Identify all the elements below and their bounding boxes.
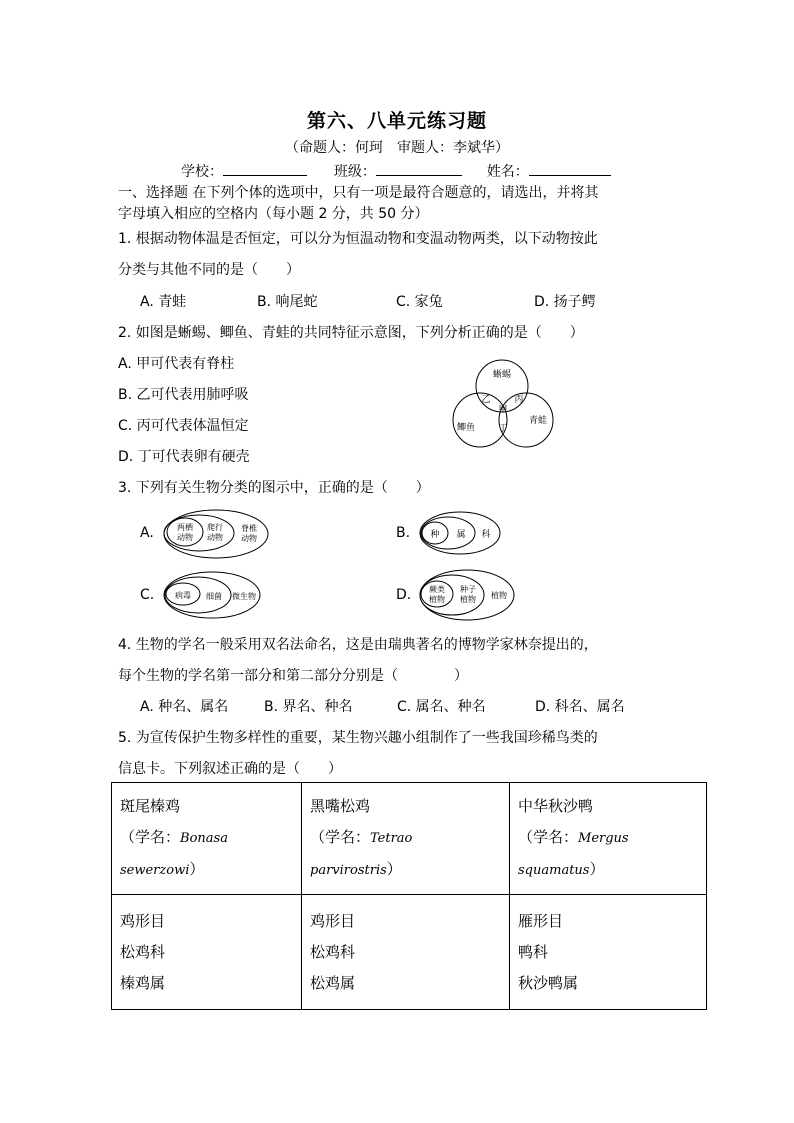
school-blank[interactable]	[223, 161, 307, 176]
q3-b-inner: 种	[430, 530, 440, 540]
q2-option-b[interactable]: B. 乙可代表用肺呼吸	[118, 387, 249, 403]
class-blank[interactable]	[376, 161, 462, 176]
q2-option-c[interactable]: C. 丙可代表体温恒定	[118, 418, 249, 434]
q3-a-middle-l2: 动物	[207, 533, 223, 542]
name-blank[interactable]	[529, 161, 611, 176]
section-intro-line2: 字母填入相应的空格内（每小题 2 分，共 50 分）	[118, 206, 429, 222]
table-row-names	[112, 783, 707, 895]
q3-option-d-diagram[interactable]	[418, 568, 518, 622]
bird-card-2-name: 黑嘴松鸡 （学名：Tetrao parvirostris）	[302, 783, 510, 895]
q3-d-middle-l1: 种子	[460, 585, 476, 594]
q3-option-c-diagram[interactable]	[162, 570, 264, 620]
q3-d-outer: 植物	[491, 591, 507, 600]
authors-line: （命题人：何珂 审题人：李斌华）	[285, 140, 509, 156]
q1-stem-line1: 1. 根据动物体温是否恒定，可以分为恒温动物和变温动物两类，以下动物按此	[118, 231, 598, 247]
q3-d-inner-l2: 植物	[429, 595, 445, 604]
bird-card-3-name: 中华秋沙鸭 （学名：Mergus squamatus）	[510, 783, 707, 895]
q2-option-a[interactable]: A. 甲可代表有脊柱	[118, 356, 235, 372]
q4-stem-line1: 4. 生物的学名一般采用双名法命名，这是由瑞典著名的博物学家林奈提出的，	[118, 637, 598, 653]
q4-option-d[interactable]: D. 科名、属名	[535, 699, 625, 715]
venn-label-yi: 乙	[481, 395, 491, 405]
q4-option-c[interactable]: C. 属名、种名	[397, 699, 486, 715]
bird-card-3-taxonomy: 雁形目 鸭科 秋沙鸭属	[510, 895, 707, 1010]
q4-option-a[interactable]: A. 种名、属名	[140, 699, 229, 715]
bird-card-2-taxonomy: 鸡形目 松鸡科 松鸡属	[302, 895, 510, 1010]
q3-option-c-label[interactable]: C.	[140, 587, 155, 603]
q3-option-a-diagram[interactable]	[162, 508, 272, 560]
q3-a-middle-l1: 爬行	[207, 523, 223, 532]
venn-label-ding: 丁	[498, 424, 508, 434]
q2-stem: 2. 如图是蜥蜴、鲫鱼、青蛙的共同特征示意图，下列分析正确的是（ ）	[118, 325, 584, 341]
bird-card-1-taxonomy: 鸡形目 松鸡科 榛鸡属	[112, 895, 302, 1010]
q3-b-middle: 属	[456, 530, 466, 540]
q4-stem-line2: 每个生物的学名第一部分和第二部分分别是（ ）	[118, 668, 468, 684]
q1-option-b[interactable]: B. 响尾蛇	[257, 294, 318, 310]
venn-label-frog: 青蛙	[528, 416, 548, 426]
q3-d-inner-l1: 蕨类	[429, 585, 445, 594]
q3-stem: 3. 下列有关生物分类的图示中，正确的是（ ）	[118, 480, 430, 496]
school-label: 学校：	[181, 164, 223, 180]
venn-label-jia: 甲	[498, 405, 508, 415]
q3-a-outer-l1: 脊椎	[241, 524, 257, 533]
q1-option-c[interactable]: C. 家兔	[396, 294, 443, 310]
page-title: 第六、八单元练习题	[306, 110, 487, 132]
q3-a-inner-l2: 动物	[177, 533, 193, 542]
table-row-classification	[112, 895, 707, 1010]
venn-label-lizard: 蜥蜴	[492, 370, 512, 380]
student-info-line	[181, 161, 611, 181]
q2-option-d[interactable]: D. 丁可代表卵有硬壳	[118, 449, 250, 465]
q2-venn-diagram	[446, 356, 558, 452]
q3-d-middle-l2: 植物	[460, 595, 476, 604]
q3-b-outer: 科	[481, 530, 491, 540]
q1-stem-line2: 分类与其他不同的是（ ）	[118, 262, 300, 278]
q3-option-d-label[interactable]: D.	[396, 587, 412, 603]
q3-c-inner: 病毒	[175, 591, 191, 600]
q3-option-b-label[interactable]: B.	[396, 525, 411, 541]
q3-option-a-label[interactable]: A.	[140, 525, 154, 541]
q1-option-a[interactable]: A. 青蛙	[140, 294, 187, 310]
q5-stem-line1: 5. 为宣传保护生物多样性的重要，某生物兴趣小组制作了一些我国珍稀鸟类的	[118, 730, 598, 746]
venn-label-bing: 丙	[514, 395, 524, 405]
section-intro-line1: 一、选择题 在下列个体的选项中，只有一项是最符合题意的，请选出，并将其	[118, 185, 599, 201]
bird-card-1-name: 斑尾榛鸡 （学名：Bonasa sewerzowi）	[112, 783, 302, 895]
bird-info-table	[111, 782, 707, 1010]
q5-stem-line2: 信息卡。下列叙述正确的是（ ）	[118, 761, 342, 777]
q3-a-inner-l1: 两栖	[177, 523, 193, 532]
class-label: 班级：	[333, 164, 376, 180]
q3-a-outer-l2: 动物	[241, 534, 257, 543]
q1-option-d[interactable]: D. 扬子鳄	[534, 294, 596, 310]
name-label: 姓名：	[486, 164, 529, 180]
q3-c-outer: 微生物	[232, 592, 256, 601]
q3-option-b-diagram[interactable]	[418, 510, 504, 556]
q3-c-middle: 细菌	[206, 592, 222, 601]
venn-label-carp: 鲫鱼	[456, 423, 476, 433]
q4-option-b[interactable]: B. 界名、种名	[264, 699, 353, 715]
